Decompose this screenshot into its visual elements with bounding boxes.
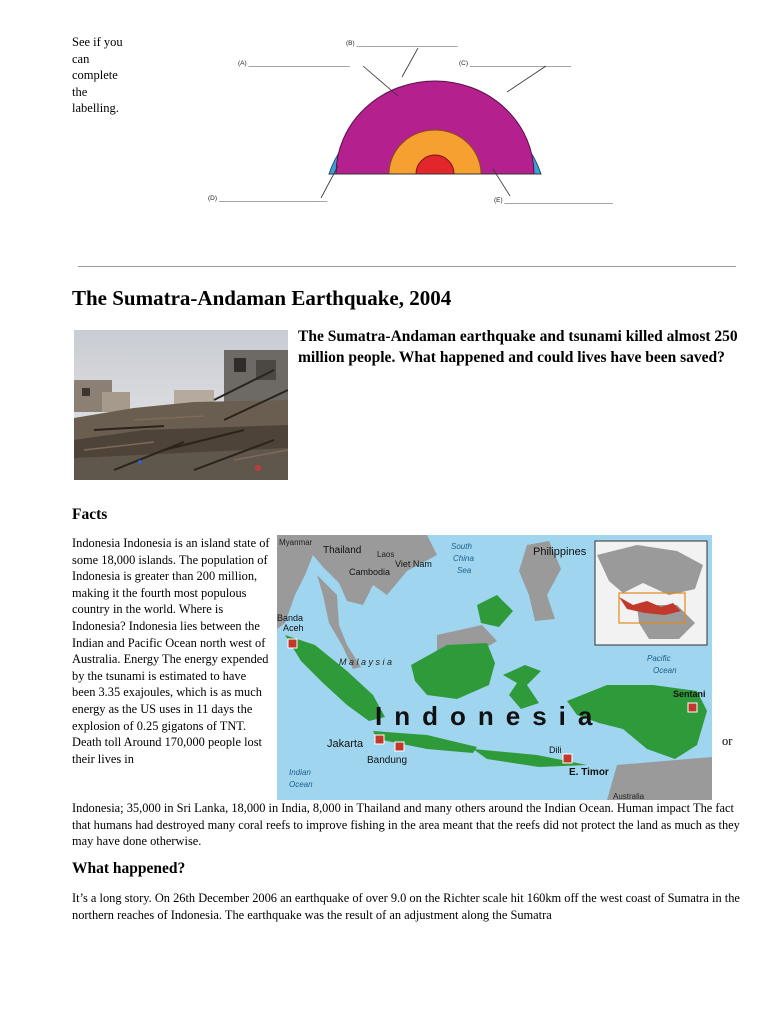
what-happened-text: It’s a long story. On 26th December 2006 an earthquake of over 9.0 on the Richter scale hit 160km off the west coast of Sumatra in the northern reaches of Indonesia. The earthquake was the result of an adjustment along the Sumatra <box>72 891 740 922</box>
inset-locator-map <box>595 541 707 645</box>
indonesia-map <box>277 535 712 800</box>
label-d: (D) ______________________________ <box>208 195 328 202</box>
or-text: or <box>722 734 733 748</box>
map-label-myanmar: Myanmar <box>279 538 313 547</box>
what-happened-heading: What happened? <box>72 860 186 877</box>
earth-structure-diagram <box>200 34 660 214</box>
label-b: (B) ____________________________ <box>346 40 458 47</box>
map-label-philippines: Philippines <box>533 546 587 558</box>
label-a: (A) ____________________________ <box>238 60 350 67</box>
map-label-thailand: Thailand <box>323 545 362 556</box>
page-title: The Sumatra-Andaman Earthquake, 2004 <box>72 286 452 310</box>
tsunami-aftermath-photo <box>74 330 288 480</box>
map-label-laos: Laos <box>377 550 395 559</box>
map-label-malaysia: M a l a y s i a <box>339 657 393 667</box>
map-label-pacific: Pacific <box>647 654 671 663</box>
map-label-pacific-ocean: Ocean <box>653 666 677 675</box>
labelling-instruction: See if you can complete the labelling. <box>72 35 123 116</box>
map-label-vietnam: Viet Nam <box>395 559 432 569</box>
map-label-e-timor: E. Timor <box>569 767 609 778</box>
map-label-indian: Indian <box>289 768 311 777</box>
facts-heading: Facts <box>72 506 108 523</box>
map-label-sea: Sea <box>457 566 472 575</box>
map-label-jakarta: Jakarta <box>327 738 364 750</box>
map-label-australia: Australia <box>613 792 645 800</box>
label-c: (C) ____________________________ <box>459 60 572 67</box>
map-label-banda: Banda <box>277 613 304 623</box>
earth-cross-section <box>329 81 541 174</box>
map-label-bandung: Bandung <box>367 755 408 766</box>
map-label-dili: Dili <box>549 745 562 755</box>
map-label-aceh: Aceh <box>283 623 304 633</box>
map-label-china: China <box>453 554 474 563</box>
map-label-cambodia: Cambodia <box>349 567 391 577</box>
map-title: Indonesia <box>375 701 605 731</box>
section-divider <box>78 266 736 267</box>
map-label-indian-ocean: Ocean <box>289 780 313 789</box>
map-label-south: South <box>451 542 472 551</box>
label-e: (E) ______________________________ <box>494 197 613 204</box>
facts-text: Indonesia Indonesia is an island state of some 18,000 islands. The population of Indonesia is greater than 200 million, making it the fourth most populous country in the world. Where is Indonesia? Indonesia lies between the Indian and Pacific Ocean north west of Australia. Energy The energy expended by the tsunami is estimated to have been 3.35 exajoules, which is as much energy as the US uses in 11 days the explosion of 0.25 gigatons of TNT. Death toll Around 170,000 people lost their lives in <box>72 536 270 766</box>
facts-text-continued: Indonesia; 35,000 in Sri Lanka, 18,000 in India, 8,000 in Thailand and many others around the Indian Ocean. Human impact The fact that humans had destroyed many coral reefs to improve fishing in the area meant that the reefs did not protect the land as much as they may have done otherwise. <box>72 801 740 849</box>
map-label-sentani: Sentani <box>673 689 706 699</box>
intro-question: The Sumatra-Andaman earthquake and tsunami killed almost 250 million people. What happened and could lives have been saved? <box>298 328 738 366</box>
